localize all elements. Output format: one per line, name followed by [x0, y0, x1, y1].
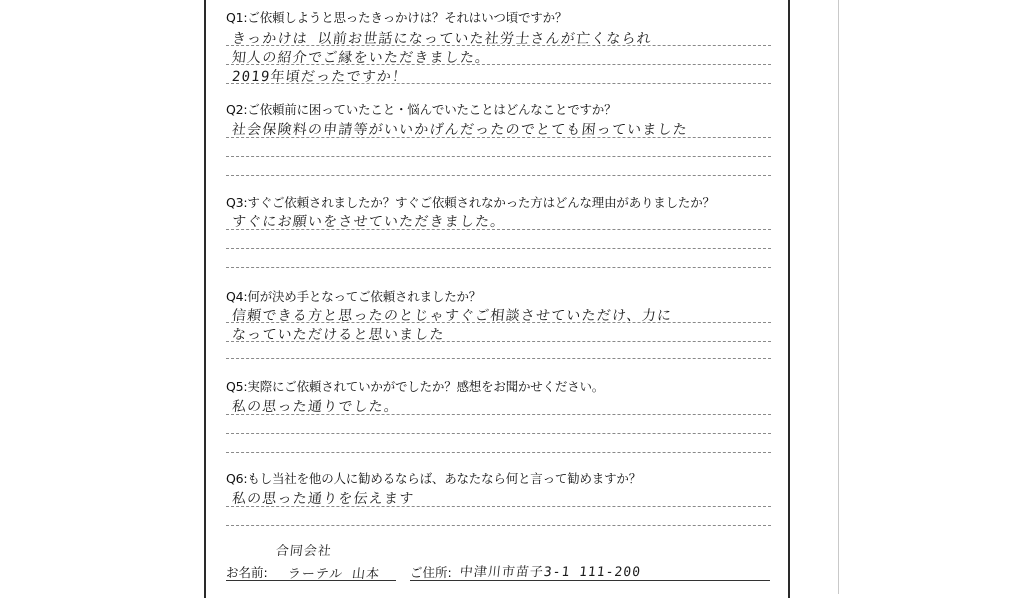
answer-rule	[226, 137, 771, 138]
question-2-label: Q2:ご依頼前に困っていたこと・悩んでいたことはどんなことですか？	[226, 102, 617, 117]
answer-rule	[226, 433, 771, 434]
q1-answer-line-3: 2019年頃だったですか！	[231, 69, 409, 85]
answer-rule	[226, 267, 771, 268]
q4-answer-line-1: 信頼できる方と思ったのとじゃすぐご相談させていただけ、力に	[231, 308, 673, 324]
q4-answer-line-2: なっていただけると思いました	[231, 327, 446, 343]
answer-rule	[226, 414, 771, 415]
answer-rule	[226, 229, 771, 230]
q6-answer-line-1: 私の思った通りを伝えます	[231, 491, 416, 507]
q5-answer-line-1: 私の思った通りでした。	[231, 399, 400, 415]
answer-rule	[226, 322, 771, 323]
question-3-label: Q3:すぐご依頼されましたか？すぐご依頼されなかった方はどんな理由がありましたか？	[226, 195, 715, 210]
answer-rule	[226, 156, 771, 157]
name-underline	[226, 580, 396, 581]
address-underline	[410, 580, 770, 581]
answer-rule	[226, 64, 771, 65]
answer-rule	[226, 358, 771, 359]
answer-rule	[226, 525, 771, 526]
scan-edge	[838, 0, 839, 594]
q3-answer-line-1: すぐにお願いをさせていただきました。	[231, 214, 507, 230]
answer-rule	[226, 506, 771, 507]
question-4-label: Q4:何が決め手となってご依頼されましたか？	[226, 289, 482, 304]
address-label: ご住所:	[410, 565, 452, 580]
name-label: お名前:	[226, 565, 268, 580]
address-value: 中津川市苗子3-1 111-200	[459, 565, 642, 580]
company-name: 合同会社	[275, 544, 333, 559]
q1-answer-line-2: 知人の紹介でご縁をいただきました。	[231, 50, 492, 66]
q2-answer-line-1: 社会保険料の申請等がいいかげんだったのでとても困っていました	[231, 122, 689, 138]
question-5-label: Q5:実際にご依頼されていかがでしたか？感想をお聞かせください。	[226, 379, 605, 394]
answer-rule	[226, 83, 771, 84]
answer-rule	[226, 248, 771, 249]
answer-rule	[226, 45, 771, 46]
q1-answer-line-1: きっかけは 以前お世話になっていた社労士さんが亡くなられ	[231, 31, 653, 47]
answer-rule	[226, 175, 771, 176]
answer-rule	[226, 341, 771, 342]
question-6-label: Q6:もし当社を他の人に勧めるならば、あなたなら何と言って勧めますか？	[226, 471, 642, 486]
question-1-label: Q1:ご依頼しようと思ったきっかけは？それはいつ頃ですか？	[226, 10, 568, 25]
person-name: ラーテル 山本	[287, 567, 381, 582]
answer-rule	[226, 452, 771, 453]
